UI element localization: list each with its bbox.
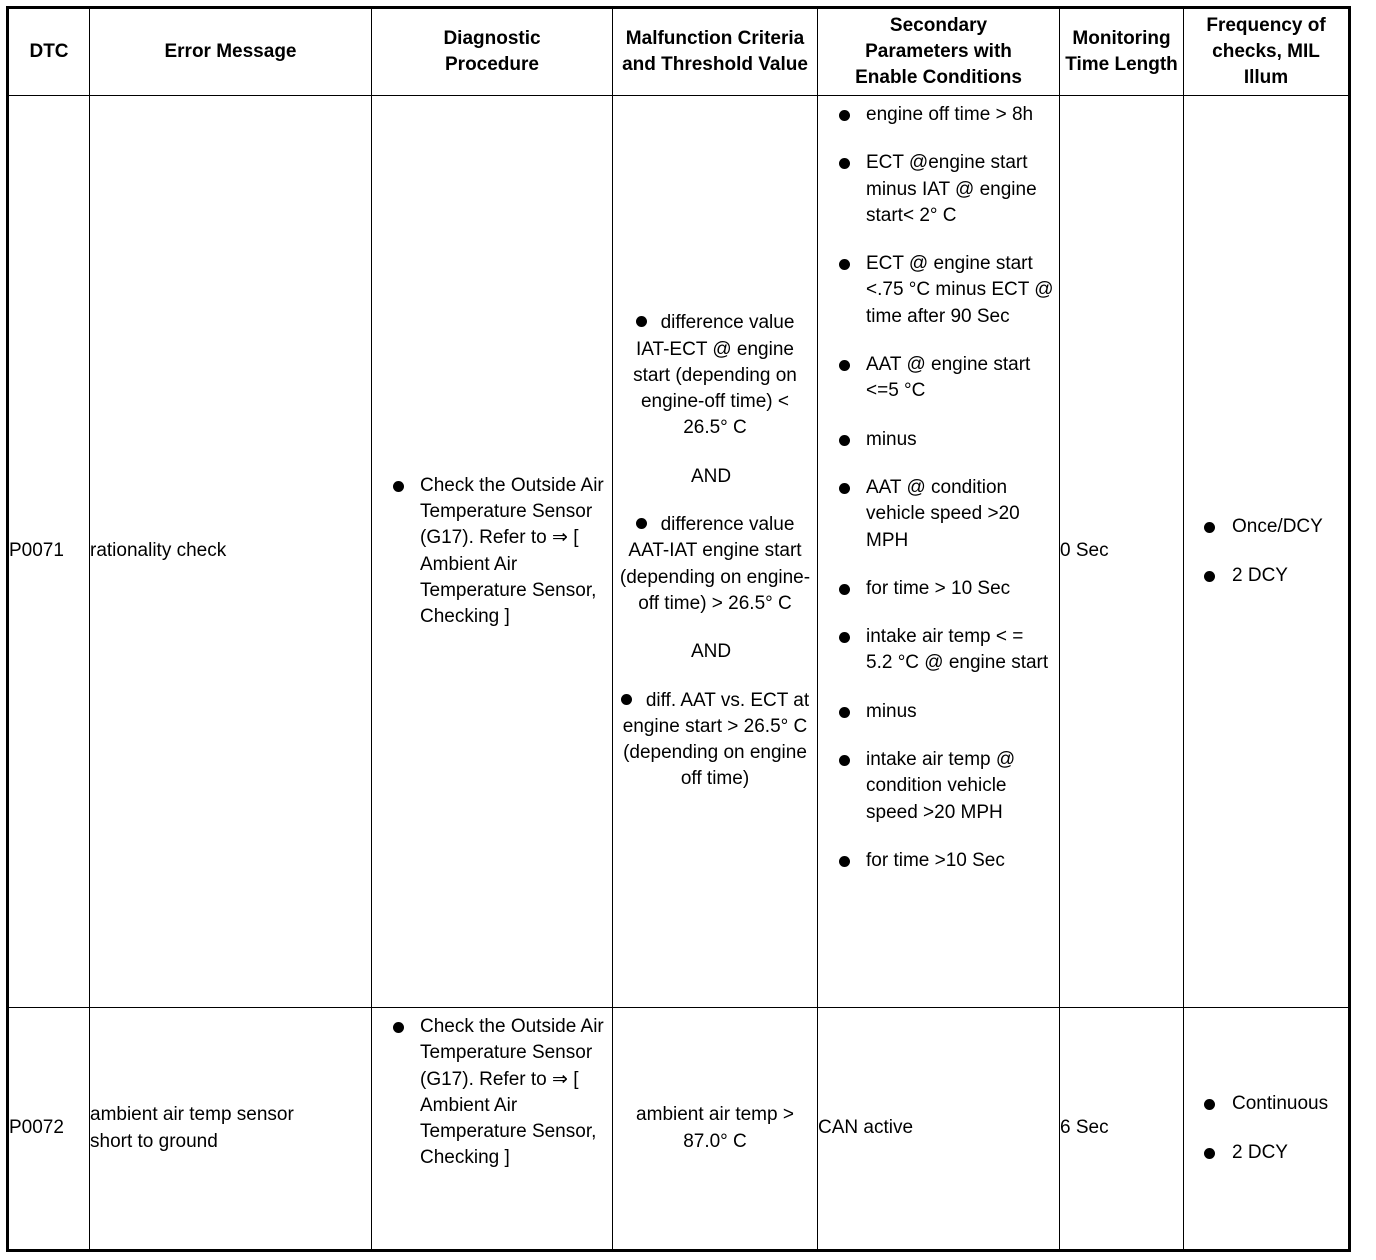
frequency (1184, 1008, 1350, 1251)
procedure-item (372, 1014, 612, 1172)
bullet-icon (621, 694, 632, 705)
secondary-item: engine off time > 8h (818, 102, 1055, 128)
header-error-message: Error Message (90, 8, 372, 96)
frequency-item: 2 DCY (1184, 1140, 1348, 1166)
procedure-text: Check the Outside Air Temperature Sensor (G17). Refer to ⇒ [ Ambient Air Temperature Sensor, Checking ] (420, 474, 604, 628)
secondary-item: intake air temp @ condition vehicle speed >20 MPH (818, 747, 1055, 826)
header-row (8, 8, 1350, 96)
secondary-item: intake air temp < = 5.2 °C @ engine start (818, 624, 1055, 677)
header-secondary-parameters: Secondary Parameters with Enable Conditions (818, 8, 1060, 96)
header-monitoring-time: Monitoring Time Length (1060, 8, 1184, 96)
secondary-item: AAT @ engine start <=5 °C (818, 352, 1055, 405)
error-message: rationality check (90, 96, 372, 1008)
secondary-item: for time >10 Sec (818, 848, 1055, 874)
diagnostic-procedure (372, 96, 613, 1008)
monitoring-time: 0 Sec (1060, 96, 1184, 1008)
secondary-item: minus (818, 427, 1055, 453)
secondary-item: ECT @ engine start <.75 °C minus ECT @ time after 90 Sec (818, 251, 1055, 330)
criteria-and: AND (691, 641, 732, 663)
criteria-item: difference value AAT-IAT engine start (depending on engine-off time) > 26.5° C (619, 514, 811, 614)
bullet-icon (636, 316, 647, 327)
error-message: ambient air temp sensor short to ground (90, 1008, 372, 1251)
dtc-table (6, 6, 1351, 1252)
procedure-text: Check the Outside Air Temperature Sensor (G17). Refer to ⇒ [ Ambient Air Temperature Sensor, Checking ] (420, 1016, 604, 1169)
secondary-parameters (818, 96, 1060, 1008)
frequency-item: Continuous (1184, 1091, 1348, 1117)
monitoring-time: 6 Sec (1060, 1008, 1184, 1251)
header-malfunction-criteria: Malfunction Criteria and Threshold Value (613, 8, 818, 96)
frequency (1184, 96, 1350, 1008)
table-row (8, 96, 1350, 1008)
diagnostic-procedure (372, 1008, 613, 1251)
procedure-item (372, 473, 612, 631)
table-row (8, 1008, 1350, 1251)
frequency-item: Once/DCY (1184, 514, 1348, 540)
secondary-item: minus (818, 699, 1055, 725)
header-frequency: Frequency of checks, MIL Illum (1184, 8, 1350, 96)
criteria-item: difference value IAT-ECT @ engine start (depending on engine-off time) < 26.5° C (633, 312, 797, 439)
malfunction-criteria (613, 96, 818, 1008)
secondary-item: AAT @ condition vehicle speed >20 MPH (818, 475, 1055, 554)
frequency-item: 2 DCY (1184, 563, 1348, 589)
bullet-icon (636, 518, 647, 529)
criteria-and: AND (691, 465, 732, 487)
dtc-code: P0071 (8, 96, 90, 1008)
dtc-code: P0072 (8, 1008, 90, 1251)
malfunction-criteria: ambient air temp > 87.0° C (613, 1008, 818, 1251)
secondary-parameters: CAN active (818, 1008, 1060, 1251)
criteria-item: diff. AAT vs. ECT at engine start > 26.5° C (depending on engine off time) (622, 689, 810, 790)
header-diagnostic-procedure: Diagnostic Procedure (372, 8, 613, 96)
header-dtc: DTC (8, 8, 90, 96)
secondary-item: ECT @engine start minus IAT @ engine start< 2° C (818, 150, 1055, 229)
secondary-item: for time > 10 Sec (818, 576, 1055, 602)
